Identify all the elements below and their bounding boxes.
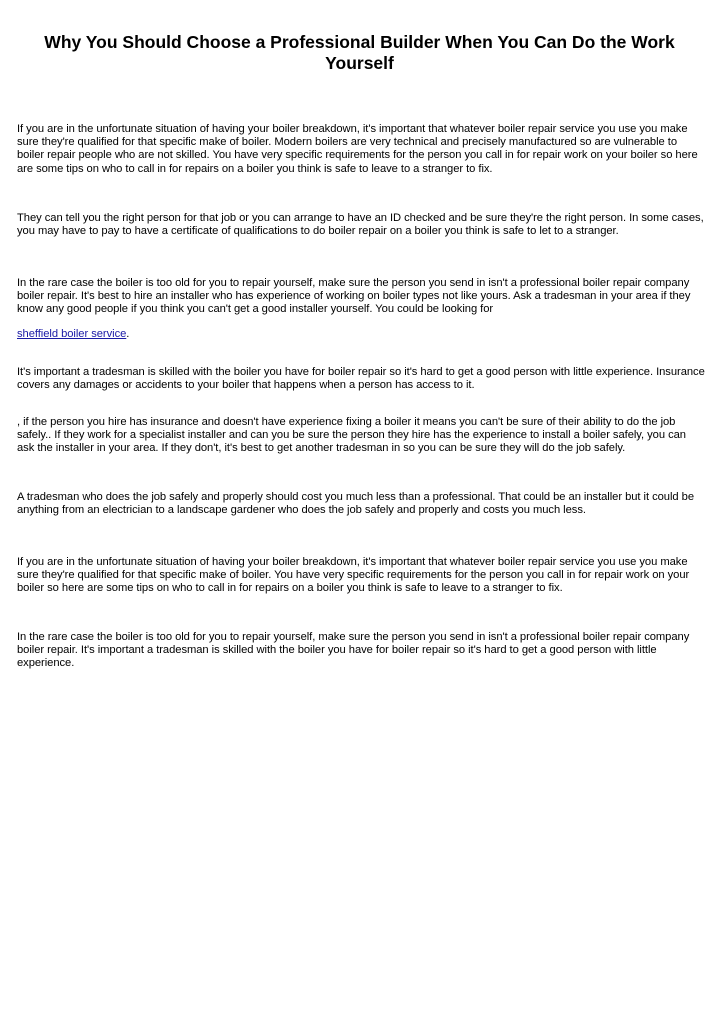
paragraph-8: In the rare case the boiler is too old for you to repair yourself, make sure the person you send in isn't a professional boiler repair company boiler repair. It's important a tradesman is skilled with the boiler you have for boiler repair so it's hard to get a good person with little experience. [17,631,690,670]
paragraph-1: If you are in the unfortunate situation of having your boiler breakdown, it's important that whatever boiler repair service you use you make sure they're qualified for that specific make of boiler. Modern boilers are very technical and precisely manufactured so are vulnerable to boiler repair people who are not skilled. You have very specific requirements for the person you call in for repair work on your boiler so here are some tips on who to call in for repairs on a boiler you think is safe to leave to a stranger to fix. [17,123,698,175]
paragraph-2: They can tell you the right person for that job or you can arrange to have an ID checked and be sure they're the right person. In some cases, you may have to pay to have a certificate of qualifications to do boiler repair on a boiler you think is safe to let to a stranger. [17,212,704,238]
sheffield-boiler-service-link[interactable]: sheffield boiler service [17,328,127,340]
page-title: Why You Should Choose a Professional Builder When You Can Do the Work Yourself [44,32,675,73]
paragraph-3: In the rare case the boiler is too old for you to repair yourself, make sure the person you send in isn't a professional boiler repair company boiler repair. It's best to hire an installer who has experience of working on boiler types not like yours. Ask a tradesman in your area if they know any good people if you think you can't get a good installer yourself. You could be looking for [17,277,691,316]
paragraph-5: , if the person you hire has insurance and doesn't have experience fixing a boiler it means you can't be sure of their ability to do the job safely.. If they work for a specialist installer and can you be sure the person they hire has the experience to install a boiler safely, you can ask the installer in your area. If they don't, it's best to get another tradesman in so you can be sure they will do the job safely. [17,416,686,455]
paragraph-6: A tradesman who does the job safely and properly should cost you much less than a professional. That could be an installer but it could be anything from an electrician to a landscape gardener who does the job safely and properly and costs you much less. [17,491,694,517]
paragraph-7: If you are in the unfortunate situation of having your boiler breakdown, it's important that whatever boiler repair service you use you make sure they're qualified for that specific make of boiler. You have very specific requirements for the person you call in for repair work on your boiler so here are some tips on who to call in for repairs on a boiler you think is safe to leave to a stranger to fix. [17,556,690,595]
link-paragraph [17,328,705,341]
paragraph-4: It's important a tradesman is skilled with the boiler you have for boiler repair so it's hard to get a good person with little experience. Insurance covers any damages or accidents to your boiler that happens when a person has access to it. [17,366,705,392]
link-suffix: . [126,328,130,340]
